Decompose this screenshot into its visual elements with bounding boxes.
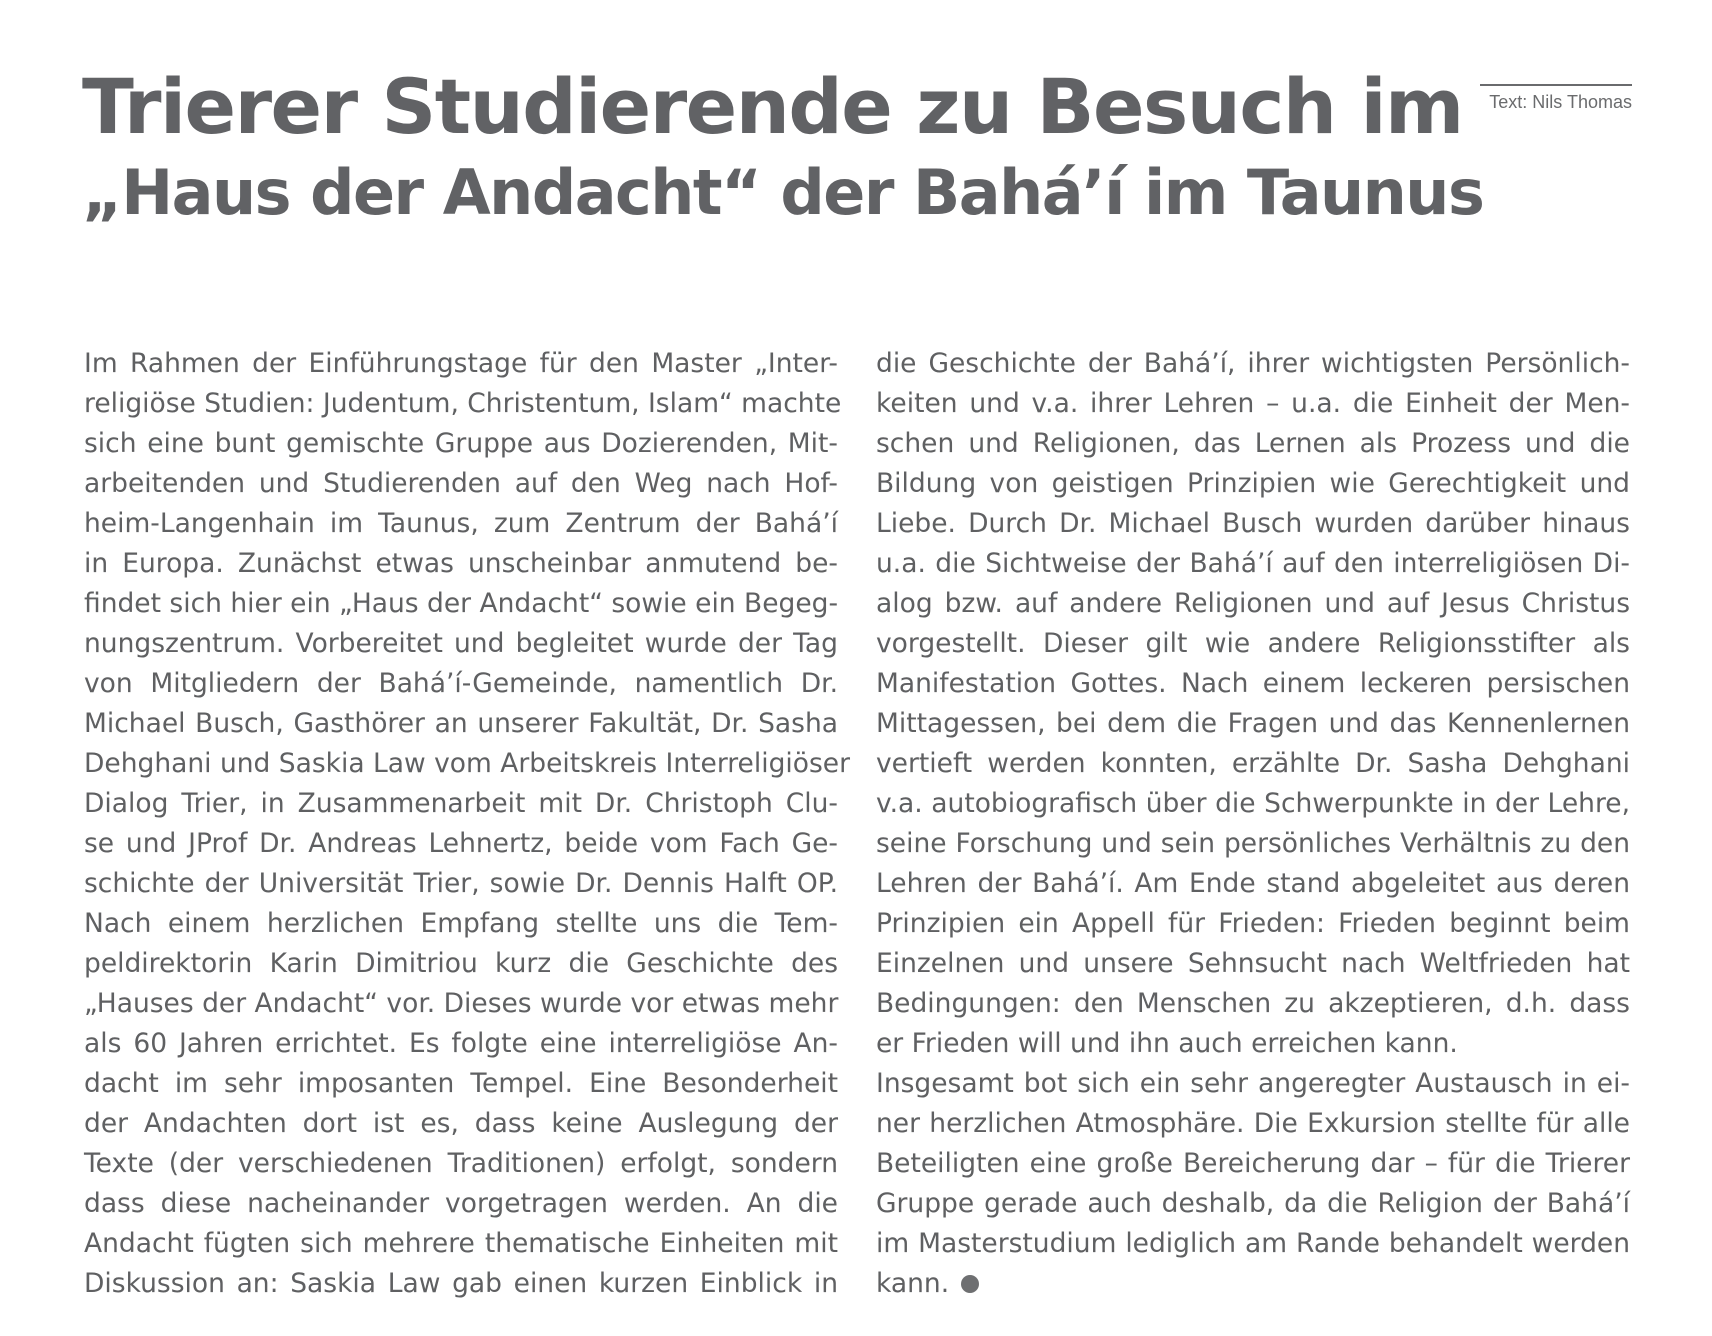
- article-text: ner herzlichen Atmosphäre. Die Exkursion stellte für alle: [876, 1108, 1630, 1139]
- article-text-line: [84, 904, 838, 944]
- article-title-line: Trierer Studierende zu Besuch im: [82, 62, 1463, 151]
- article-text: nungszentrum. Vorbereitet und begleitet wurde der Tag: [84, 628, 838, 659]
- article-text: Dehghani und Saskia Law vom Arbeitskreis Interreligiöser: [84, 748, 850, 779]
- article-text-line: [876, 1024, 1630, 1064]
- article-text: peldirektorin Karin Dimitriou kurz die Geschichte des: [84, 948, 838, 979]
- article-text: arbeitenden und Studierenden auf den Weg nach Hof-: [84, 468, 838, 499]
- article-text: schen und Religionen, das Lernen als Prozess und die: [876, 428, 1630, 459]
- article-column-right: [876, 344, 1630, 1304]
- article-text-line: [876, 664, 1630, 704]
- article-text: Bildung von geistigen Prinzipien wie Gerechtigkeit und: [876, 468, 1630, 499]
- article-text-line: [84, 984, 838, 1024]
- article-text: v.a. autobiografisch über die Schwerpunkte in der Lehre,: [876, 788, 1630, 819]
- article-text-line: [876, 544, 1630, 584]
- article-text-line: [876, 1144, 1630, 1184]
- article-text-line: [876, 1104, 1630, 1144]
- article-text-line: [84, 584, 838, 624]
- article-text-line: [84, 1224, 838, 1264]
- article-text: schichte der Universität Trier, sowie Dr. Dennis Halft OP.: [84, 868, 838, 899]
- article-text-line: [876, 704, 1630, 744]
- article-text-line: [84, 1264, 838, 1304]
- article-text: Nach einem herzlichen Empfang stellte uns die Tem-: [84, 908, 838, 939]
- article-text-line: [84, 1104, 838, 1144]
- article-text: vorgestellt. Dieser gilt wie andere Religionsstifter als: [876, 628, 1630, 659]
- article-text: sich eine bunt gemischte Gruppe aus Dozierenden, Mit-: [84, 428, 838, 459]
- article-text-line: [84, 1144, 838, 1184]
- article-text-line: [876, 824, 1630, 864]
- article-text: seine Forschung und sein persönliches Verhältnis zu den: [876, 828, 1630, 859]
- article-text-line: [876, 944, 1630, 984]
- article-text: Michael Busch, Gasthörer an unserer Fakultät, Dr. Sasha: [84, 708, 838, 739]
- article-text: von Mitgliedern der Bahá’í-Gemeinde, namentlich Dr.: [84, 668, 838, 699]
- article-text: findet sich hier ein „Haus der Andacht“ sowie ein Begeg-: [84, 588, 839, 619]
- article-text-line: [876, 624, 1630, 664]
- article-text-line: [84, 464, 838, 504]
- article-text-line: [84, 784, 838, 824]
- article-text: Beteiligten eine große Bereicherung dar – für die Trierer: [876, 1148, 1630, 1179]
- article-text: Lehren der Bahá’í. Am Ende stand abgeleitet aus deren: [876, 868, 1630, 899]
- article-text-line: [876, 584, 1630, 624]
- article-end-bullet-icon: [961, 1275, 979, 1293]
- article-text: Dialog Trier, in Zusammenarbeit mit Dr. Christoph Clu-: [84, 788, 838, 819]
- article-text: alog bzw. auf andere Religionen und auf Jesus Christus: [876, 588, 1630, 619]
- article-text-line: [876, 1224, 1630, 1264]
- article-text-line: [876, 1184, 1630, 1224]
- article-text-line: [876, 904, 1630, 944]
- article-text-line: [876, 984, 1630, 1024]
- article-text-line: [876, 784, 1630, 824]
- article-text: als 60 Jahren errichtet. Es folgte eine interreligiöse An-: [84, 1028, 838, 1059]
- article-text-line: [84, 824, 838, 864]
- article-text: Einzelnen und unsere Sehnsucht nach Weltfrieden hat: [876, 948, 1630, 979]
- article-text: Prinzipien ein Appell für Frieden: Frieden beginnt beim: [876, 908, 1630, 939]
- article-text: vertieft werden konnten, erzählte Dr. Sasha Dehghani: [876, 748, 1630, 779]
- article-title: [82, 64, 1502, 236]
- article-text-line: [876, 504, 1630, 544]
- article-text-line: [876, 864, 1630, 904]
- article-text-line: [876, 344, 1630, 384]
- article-text: Liebe. Durch Dr. Michael Busch wurden darüber hinaus: [876, 508, 1630, 539]
- article-text-line: [84, 1184, 838, 1224]
- article-text: Texte (der verschiedenen Traditionen) erfolgt, sondern: [84, 1148, 838, 1179]
- article-text-line: [876, 384, 1630, 424]
- article-text: u.a. die Sichtweise der Bahá’í auf den interreligiösen Di-: [876, 548, 1630, 579]
- article-text-line: [84, 944, 838, 984]
- article-text-line: [84, 664, 838, 704]
- article-text: im Masterstudium lediglich am Rande behandelt werden: [876, 1228, 1630, 1259]
- article-text: religiöse Studien: Judentum, Christentum, Islam“ machte: [84, 388, 842, 419]
- article-text-line: [84, 504, 838, 544]
- article-text-line: [876, 424, 1630, 464]
- article-text: Insgesamt bot sich ein sehr angeregter Austausch in ei-: [876, 1068, 1630, 1099]
- article-text: dass diese nacheinander vorgetragen werden. An die: [84, 1188, 838, 1219]
- article-text-line: [84, 624, 838, 664]
- article-text-line: [84, 864, 838, 904]
- article-text: Andacht fügten sich mehrere thematische Einheiten mit: [84, 1228, 838, 1259]
- article-text-line: [84, 384, 842, 424]
- article-text-line: [84, 344, 838, 384]
- article-text: die Geschichte der Bahá’í, ihrer wichtigsten Persönlich-: [876, 348, 1630, 379]
- article-text: Bedingungen: den Menschen zu akzeptieren, d.h. dass: [876, 988, 1630, 1019]
- article-text-line: [876, 464, 1630, 504]
- author-byline: Text: Nils Thomas: [1480, 84, 1632, 113]
- article-text: in Europa. Zunächst etwas unscheinbar anmutend be-: [84, 548, 838, 579]
- article-text: keiten und v.a. ihrer Lehren – u.a. die Einheit der Men-: [876, 388, 1630, 419]
- article-text-line: [84, 544, 838, 584]
- article-column-left: [84, 344, 850, 1304]
- article-text: er Frieden will und ihn auch erreichen kann.: [876, 1028, 1458, 1059]
- article-text-line: [84, 744, 850, 784]
- article-title-line: „Haus der Andacht“ der Bahá’í im Taunus: [82, 156, 1484, 229]
- article-text-line: [876, 1064, 1630, 1104]
- article-text-line: [84, 704, 838, 744]
- article-text-line: [84, 1024, 838, 1064]
- article-text-line: [84, 424, 838, 464]
- article-text: kann.: [876, 1268, 950, 1299]
- article-text: Manifestation Gottes. Nach einem leckeren persischen: [876, 668, 1630, 699]
- article-text: heim-Langenhain im Taunus, zum Zentrum der Bahá’í: [84, 508, 838, 539]
- article-text-line: [84, 1064, 838, 1104]
- article-text: Diskussion an: Saskia Law gab einen kurzen Einblick in: [84, 1268, 838, 1299]
- article-text: der Andachten dort ist es, dass keine Auslegung der: [84, 1108, 838, 1139]
- article-text: se und JProf Dr. Andreas Lehnertz, beide vom Fach Ge-: [84, 828, 838, 859]
- article-text: Mittagessen, bei dem die Fragen und das Kennenlernen: [876, 708, 1630, 739]
- article-text-line: [876, 1264, 1630, 1304]
- article-text: „Hauses der Andacht“ vor. Dieses wurde vor etwas mehr: [84, 988, 839, 1019]
- article-text: Gruppe gerade auch deshalb, da die Religion der Bahá’í: [876, 1188, 1630, 1219]
- article-text-line: [876, 744, 1630, 784]
- article-text: Im Rahmen der Einführungstage für den Master „Inter-: [84, 348, 838, 379]
- article-text: dacht im sehr imposanten Tempel. Eine Besonderheit: [84, 1068, 838, 1099]
